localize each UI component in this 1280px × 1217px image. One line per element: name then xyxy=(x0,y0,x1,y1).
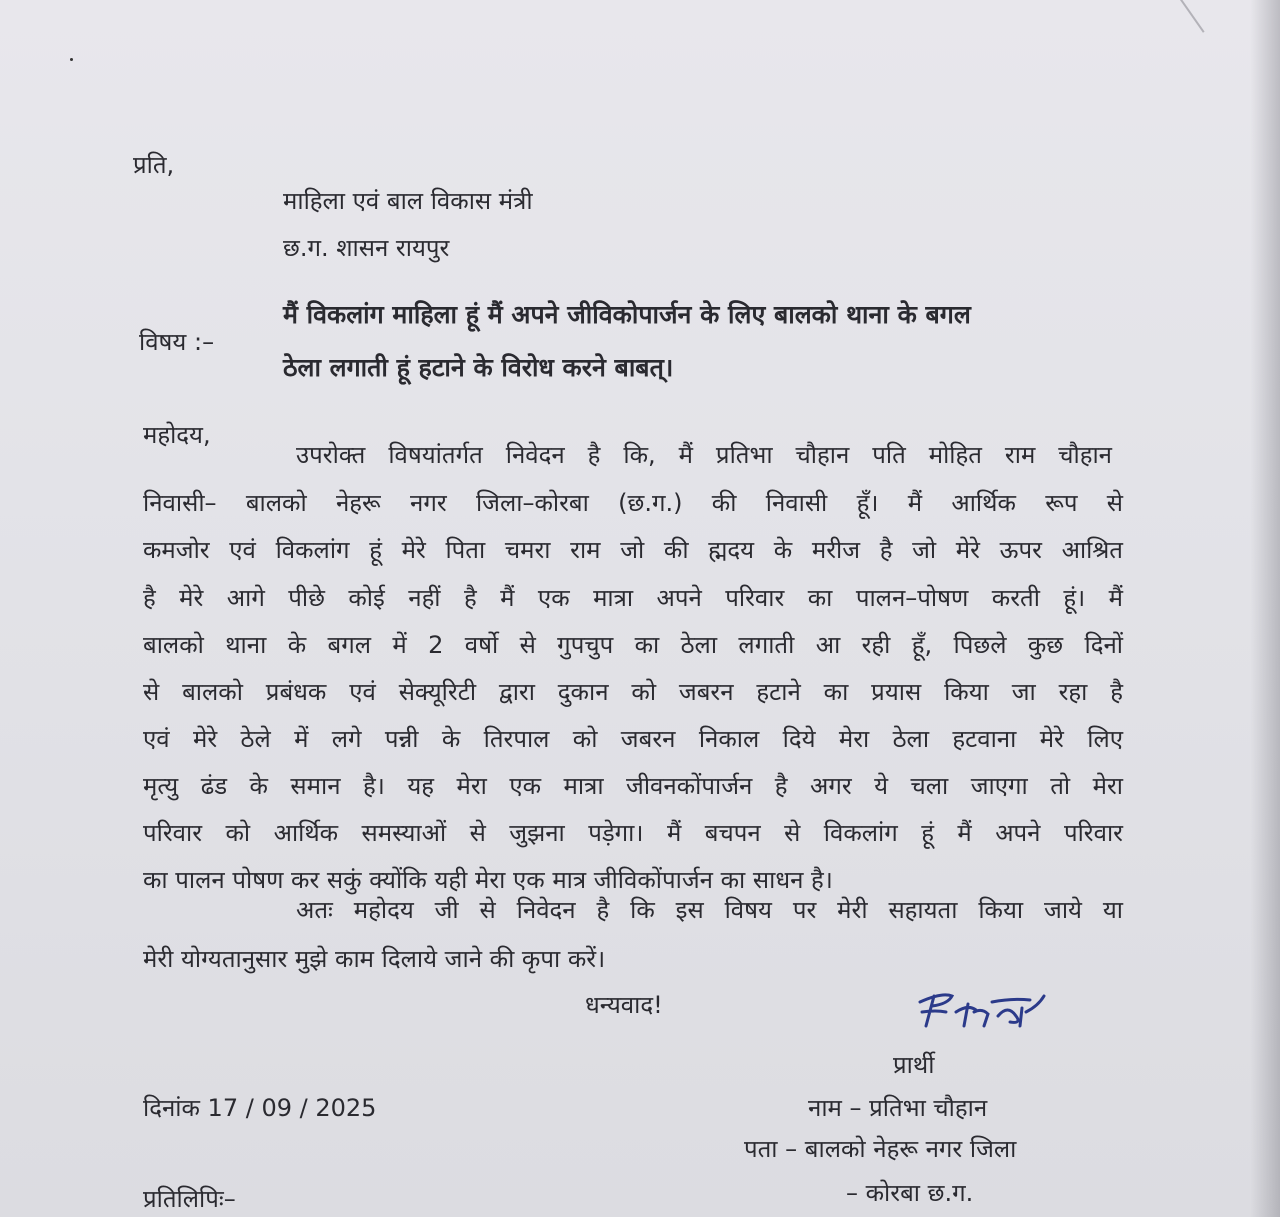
body-line: एवं मेरे ठेले में लगे पन्नी के तिरपाल को जबरन निकाल दिये मेरा ठेला हटवाना मेरे लिए xyxy=(143,725,1123,753)
subject-line-1: मैं विकलांग माहिला हूं मैं अपने जीविकोपार्जन के लिए बालको थाना के बगल xyxy=(283,300,971,329)
recipient-line-2: छ.ग. शासन रायपुर xyxy=(283,234,450,262)
subject-line-2: ठेला लगाती हूं हटाने के विरोध करने बाबत्। xyxy=(283,353,674,382)
applicant-label: प्रार्थी xyxy=(893,1051,935,1079)
applicant-address-2: – कोरबा छ.ग. xyxy=(846,1179,974,1207)
request-line: मेरी योग्यतानुसार मुझे काम दिलाये जाने की कृपा करें। xyxy=(143,945,606,973)
date-line: दिनांक 17 / 09 / 2025 xyxy=(143,1094,377,1122)
body-line: बालको थाना के बगल में 2 वर्षो से गुपचुप का ठेला लगाती आ रही हूँ, पिछले कुछ दिनों xyxy=(143,631,1123,659)
salutation-to: प्रति, xyxy=(133,151,175,179)
body-line: से बालको प्रबंधक एवं सेक्यूरिटी द्वारा दुकान को जबरन हटाने का प्रयास किया जा रहा है xyxy=(143,678,1123,706)
body-line: मृत्यु ढंड के समान है। यह मेरा एक मात्रा जीवनकोंपार्जन है अगर ये चला जाएगा तो मेरा xyxy=(143,772,1123,800)
body-line: कमजोर एवं विकलांग हूं मेरे पिता चमरा राम जो की ह्मदय के मरीज है जो मेरे ऊपर आश्रित xyxy=(143,536,1123,564)
applicant-name: नाम – प्रतिभा चौहान xyxy=(808,1094,988,1122)
applicant-address-1: पता – बालको नेहरू नगर जिला xyxy=(744,1135,1017,1163)
body-line: निवासी– बालको नेहरू नगर जिला–कोरबा (छ.ग.) की निवासी हूँ। मैं आर्थिक रूप से xyxy=(143,489,1123,517)
paper-crease xyxy=(1180,0,1205,33)
copy-label: प्रतिलिपिः– xyxy=(143,1185,236,1213)
thanks: धन्यवाद! xyxy=(585,991,663,1019)
body-line: परिवार को आर्थिक समस्याओं से जुझना पड़ेगा। मैं बचपन से विकलांग हूं मैं अपने परिवार xyxy=(143,819,1123,847)
handwritten-signature xyxy=(912,982,1052,1042)
greeting: महोदय, xyxy=(143,421,211,449)
page-shadow xyxy=(1250,0,1280,1217)
body-line: का पालन पोषण कर सकुं क्योंकि यही मेरा एक मात्र जीविकोंपार्जन का साधन है। xyxy=(143,866,833,894)
request-line: अतः महोदय जी से निवेदन है कि इस विषय पर मेरी सहायता किया जाये या xyxy=(296,896,1123,924)
paper-speck xyxy=(70,58,73,61)
recipient-line-1: माहिला एवं बाल विकास मंत्री xyxy=(283,187,533,215)
body-line: उपरोक्त विषयांतर्गत निवेदन है कि, मैं प्रतिभा चौहान पति मोहित राम चौहान xyxy=(296,441,1112,469)
body-line: है मेरे आगे पीछे कोई नहीं है मैं एक मात्रा अपने परिवार का पालन–पोषण करती हूं। मैं xyxy=(143,584,1123,612)
subject-label: विषय :– xyxy=(139,328,215,356)
